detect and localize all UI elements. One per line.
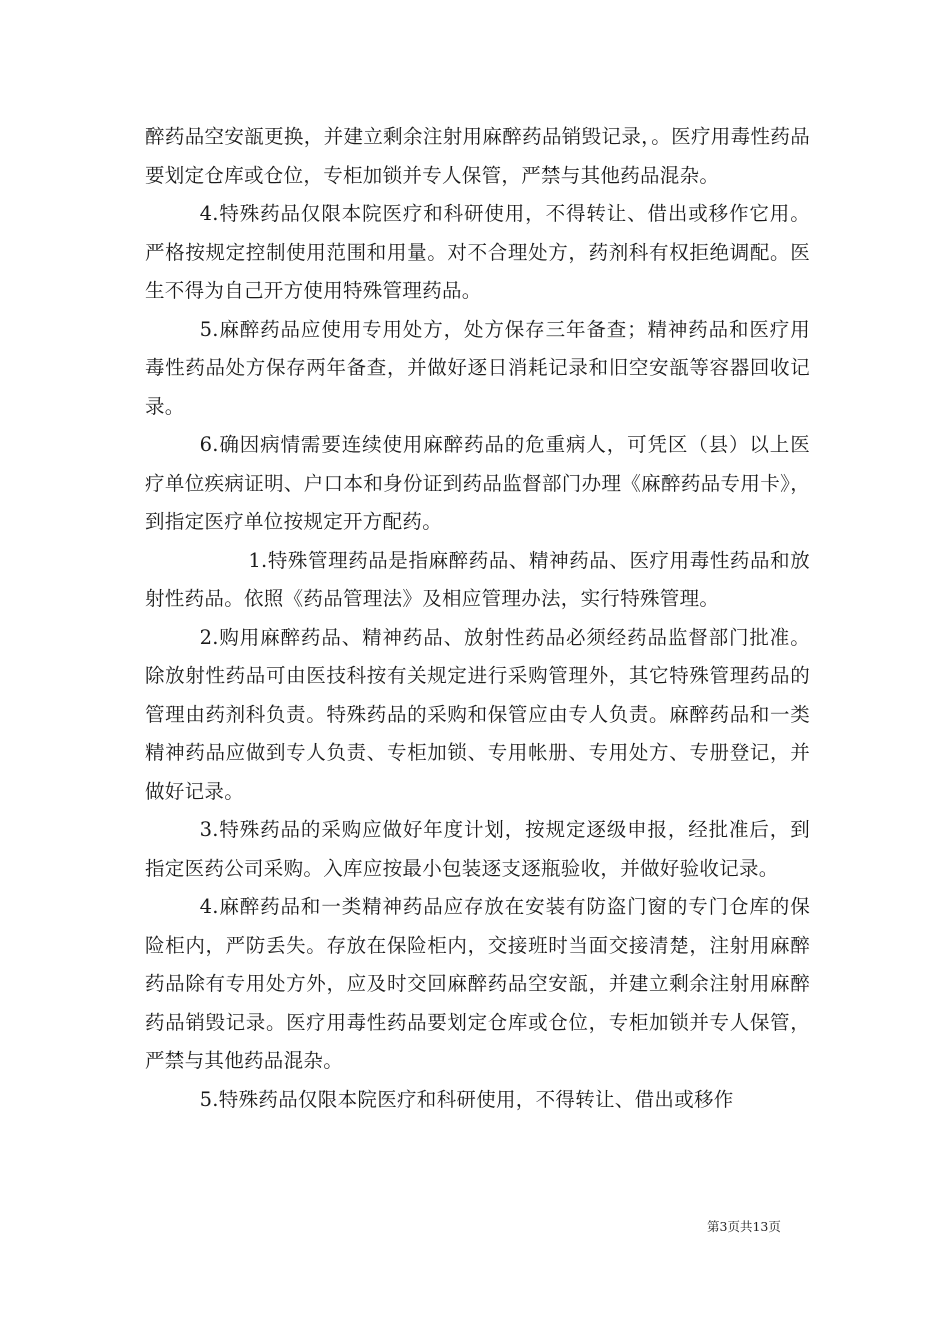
paragraph-continuation: 醉药品空安瓿更换，并建立剩余注射用麻醉药品销毁记录，。医疗用毒性药品要划定仓库或仓位，专柜加锁并专人保管，严禁与其他药品混杂。 (145, 125, 810, 187)
paragraph-item-5-usage: 5.特殊药品仅限本院医疗和科研使用，不得转让、借出或移作 (199, 1087, 734, 1111)
page-number-footer: 第3页共13页 (707, 1219, 781, 1234)
paragraph-item-6-special-card: 6.确因病情需要连续使用麻醉药品的危重病人，可凭区（县）以上医疗单位疾病证明、户口本和身份证到药品监督部门办理《麻醉药品专用卡》，到指定医疗单位按规定开方配药。 (145, 433, 810, 533)
paragraph-item-1-definition: 1.特殊管理药品是指麻醉药品、精神药品、医疗用毒性药品和放射性药品。依照《药品管理法》及相应管理办法，实行特殊管理。 (145, 548, 810, 610)
paragraph-item-4-usage: 4.特殊药品仅限本院医疗和科研使用，不得转让、借出或移作它用。严格按规定控制使用范围和用量。对不合理处方，药剂科有权拒绝调配。医生不得为自己开方使用特殊管理药品。 (145, 202, 810, 302)
paragraph-item-3-plan: 3.特殊药品的采购应做好年度计划，按规定逐级申报，经批准后，到指定医药公司采购。入库应按最小包装逐支逐瓶验收，并做好验收记录。 (145, 818, 810, 880)
document-body (145, 118, 810, 1119)
paragraph-item-5-prescription: 5.麻醉药品应使用专用处方，处方保存三年备查；精神药品和医疗用毒性药品处方保存两年备查，并做好逐日消耗记录和旧空安瓿等容器回收记录。 (145, 317, 810, 418)
paragraph-item-2-purchase: 2.购用麻醉药品、精神药品、放射性药品必须经药品监督部门批准。除放射性药品可由医技科按有关规定进行采购管理外，其它特殊管理药品的管理由药剂科负责。特殊药品的采购和保管应由专人负责。麻醉药品和一类精神药品应做到专人负责、专柜加锁、专用帐册、专用处方、专册登记，并做好记录。 (145, 625, 810, 803)
paragraph-item-4-storage: 4.麻醉药品和一类精神药品应存放在安装有防盗门窗的专门仓库的保险柜内，严防丢失。存放在保险柜内，交接班时当面交接清楚，注射用麻醉药品除有专用处方外，应及时交回麻醉药品空安瓿，并建立剩余注射用麻醉药品销毁记录。医疗用毒性药品要划定仓库或仓位，专柜加锁并专人保管，严禁与其他药品混杂。 (145, 895, 810, 1072)
